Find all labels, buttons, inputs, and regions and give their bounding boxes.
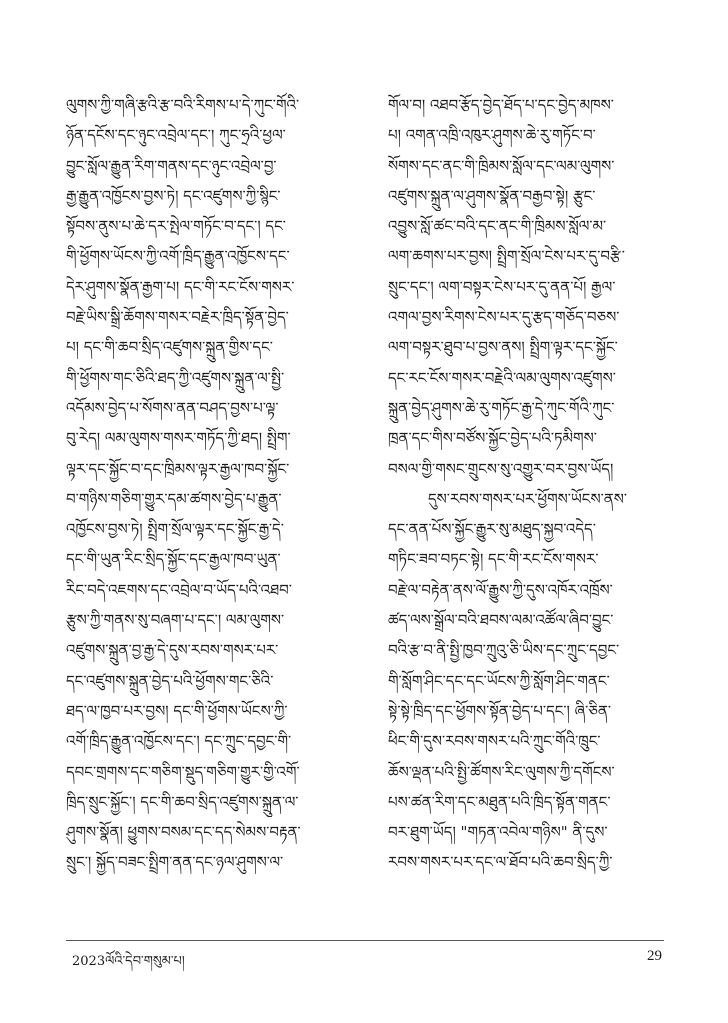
text-line: རབས་གསར་པར་དང་ལ་ཐོབ་པའི་ཆབ་སྲིད་ཀྱི་ — [388, 853, 613, 872]
text-line: སོགས་དང་ནང་གི་ཁྲིམས་སློལ་དང་ལམ་ལུགས་ — [388, 156, 615, 175]
text-line: པས་ཚན་རིག་དང་མཐུན་པའི་ཁྲིད་སྟོན་གནང་ — [388, 792, 611, 811]
text-line: དེར་ཤུགས་སྣོན་རྒྱག་པ། དང་གི་རང་ངོས་གསར་ — [66, 277, 295, 296]
text-line: སྐྲུན་བྱེད་ཤུགས་ཆེ་རུ་གཏོང་རྒྱ་དེ་ཀུང་གོའི་ཀུང་ — [388, 398, 615, 417]
text-line: ཕིང་གི་དུས་རབས་གསར་པའི་ཀྲུང་གོའི་ཁྲུང་ — [388, 732, 601, 751]
text-line: དང་རང་ངོས་གསར་བརྗེའི་ལམ་ལུགས་འཛུགས་ — [388, 368, 616, 387]
right-text-column — [388, 90, 664, 878]
text-line: ཉོན་དངོས་དང་ཉུང་འབྲེལ་དང་། ཀུང་ཧྲའི་ཕྱལ་ — [66, 126, 286, 145]
text-line: ལུགས་ཀྱི་གཞི་རྩའི་རྩ་བའི་རིགས་པ་དེ་ཀུང་གོའི་ — [66, 96, 300, 114]
text-line: ལག་ཆགས་པར་བྱས། སྤྲིག་སྲོལ་ངེས་པར་དུ་བརྩི་ — [388, 247, 625, 266]
text-line: དང་འཛུགས་སྐྲུན་བྱེད་པའི་ཕྱོགས་གང་ཅིའི་ — [66, 671, 274, 690]
text-line: སྟོབས་ནུས་པ་ཆེ་དར་སྤེལ་གཏོང་བ་དང་། དང་ — [66, 217, 286, 236]
text-line: བྱུང་སློལ་རྒྱུན་རིག་གནས་དང་ཉུང་འབྲེལ་བྱ་ — [66, 156, 277, 175]
text-line: འདོམས་བྱེད་པ་སོགས་ནན་བཤད་བྱས་པ་ལྟ་ — [66, 398, 279, 417]
text-line: ལྟར་དང་སྐྱོང་བ་དང་ཁྲིམས་ལྟར་རྒྱལ་ཁབ་སྐྱོང་ — [66, 459, 290, 478]
text-line: གི་ཕྱོགས་གང་ཅིའི་ཐད་ཀྱི་འཛུགས་སྐྲུན་ལ་སྤྱི་ — [66, 368, 285, 387]
text-line: ལག་བསྟར་ཐུབ་པ་བྱས་ནས། སྤྲིག་ལྟར་དང་སྐྱོང་ — [388, 338, 618, 357]
text-line: པ། དང་གི་ཆབ་སྲིད་འཛུགས་སྐྲུན་གྱིས་དང་ — [66, 338, 273, 357]
text-line: འཛུགས་སྐྲུན་ལ་ཤུགས་སྣོན་བརྒྱབ་སྟེ། རྩུང་ — [388, 186, 596, 205]
text-line: རྩུས་ཀྱི་གནས་སུ་བཞག་པ་དང་། ལམ་ལུགས་ — [66, 611, 285, 630]
footer-issue-label: 2023ལོའི་དེབ་གསུམ་པ། — [72, 954, 185, 969]
text-line: དབང་གྲགས་དང་གཅིག་སྡུད་གཅིག་གྱུར་གྱི་འགོ་ — [66, 762, 300, 781]
text-line: གཏིང་ཟབ་བཏང་སྟེ། དང་གི་རང་ངོས་གསར་ — [388, 550, 599, 569]
text-line: དུས་རབས་གསར་པར་ཕྱོགས་ཡོངས་ནས་ — [428, 489, 628, 508]
text-line: བའི་རྩ་བ་ནི་སྤྱི་ཁྱབ་ཀྲུའུ་ཅི་ཡིས་དང་ཀྲུང་དབྱང་ — [388, 641, 620, 660]
text-line: གོལ་བ། འཐབ་རྩོད་བྱེད་ཐོད་པ་དང་བྱེད་མཁས་ — [388, 96, 614, 114]
page-number: 29 — [647, 948, 662, 964]
text-line: བརྗེ་ཡིས་སྒྲི་ཆོགས་གསར་བརྗེར་ཁྲིད་སྟོན་བྱེད་ — [66, 308, 289, 327]
text-line: གི་སློག་ཤིང་དང་དང་ཡོངས་ཀྱི་སློག་ཤིང་གནང་ — [388, 671, 610, 690]
text-line: ཐད་ལ་ཁྱབ་པར་བྱས། དང་གི་ཕྱོགས་ཡོངས་ཀྱི་ — [66, 701, 288, 720]
text-line: བར་ཐུག་ཡོད། "གཏན་འབེལ་གཉིས" ནི་དུས་ — [388, 823, 608, 842]
text-line: བསལ་གྱི་གསང་གྲུངས་སུ་འགྱུར་བར་བྱས་ཡོད། — [388, 459, 614, 478]
text-line: འཁྱོངས་བྱས་ཏེ། སྤྲིག་སྲོལ་ལྟར་དང་སྐྱོང་རྒྱ་དེ་ — [66, 520, 284, 539]
text-line: ཚད་ལས་སྒྲོལ་བའི་ཐབས་ལམ་འཚོལ་ཞིབ་བྱུང་ — [388, 611, 614, 630]
text-line: བརྗེ་ལ་བརྟེན་ནས་ལོ་རྒྱུས་ཀྱི་དུས་འཁོར་འཁྲོས་ — [388, 580, 613, 599]
text-line: བ་གཉིས་གཅིག་གྱུར་དམ་ཚགས་བྱེད་པ་རྒྱུན་ — [66, 489, 282, 508]
footer-divider — [66, 940, 664, 941]
text-line: ཆོས་ལྡན་པའི་སྤྱི་ཚོགས་རིང་ལུགས་ཀྱི་དགོངས་ — [388, 762, 615, 781]
left-text-column — [66, 90, 342, 878]
text-line: འབྱུས་སློ་ཚང་བའི་དང་ནང་གི་ཁྲིམས་སློལ་མ་ — [388, 217, 607, 236]
text-line: ཁྲིད་སྲུང་སྐྱོང་། དང་གི་ཆབ་སྲིད་འཛུགས་སྐྲུན་ལ་ — [66, 792, 299, 811]
text-line: ཤུགས་སྣོན། ཕྱུགས་བསམ་དང་དད་སེམས་བརྟན་ — [66, 823, 301, 842]
text-line: སྲུང་། སྐྱོད་བཟང་སྤྲིག་ནན་དང་ཉལ་ཤུགས་ལ་ — [66, 853, 284, 872]
text-line: བུ་རེད། ལམ་ལུགས་གསར་གཏོད་ཀྱི་ཐད། སྤྲིག་ — [66, 429, 291, 448]
text-line: སྟེ་སྟེ་ཁྲིད་དང་ཕྱོགས་སྟོན་བྱེད་པ་དང་། ཞི་ཅིན་ — [388, 701, 612, 720]
text-line: འཛུགས་སྐྲུན་བྱ་རྒྱ་དེ་དུས་རབས་གསར་པར་ — [66, 641, 279, 660]
text-line: རྒྱ་རྒྱུན་འཁྱོངས་བྱས་ཏེ། དང་འཛུགས་ཀྱི་སྙིང་ — [66, 186, 281, 205]
text-line: རིང་བདེ་འཇགས་དང་འབྲེལ་བ་ཡོད་པའི་འཐབ་ — [66, 580, 292, 599]
text-line: དང་གི་ཡུན་རིང་སྲིད་སྐྱོང་དང་རྒྱལ་ཁབ་ཡུན་ — [66, 550, 281, 569]
text-line: ཁྲན་དང་གིས་བཙོས་སྐྱོང་བྱེད་པའི་ཏམིགས་ — [388, 429, 597, 448]
text-line: པ། འགན་འཁྲི་འཁུར་ཤུགས་ཆེ་རུ་གཏོང་བ་ — [388, 126, 596, 145]
text-line: འགོ་ཁྲིད་རྒྱུན་འཁྱོངས་དང་། དང་ཀྲུང་དབྱང་གི་ — [66, 732, 292, 751]
text-line: གི་ཕྱོགས་ཡོངས་ཀྱི་འགོ་ཁྲིད་རྒྱུན་འཁྱོངས་དང་ — [66, 247, 290, 266]
text-line: སྲུང་དང་། ལག་བསྟར་ངེས་པར་དུ་ནན་པོ། རྒྱལ་ — [388, 277, 616, 296]
text-line: འགལ་བྱས་རིགས་ངེས་པར་དུ་རྩད་གཅོད་བཅས་ — [388, 308, 620, 327]
text-line: དང་ནན་པོས་སྐྱོང་རྒྱུར་སུ་མཐུད་སྐྱབ་འདེད་ — [388, 520, 596, 539]
